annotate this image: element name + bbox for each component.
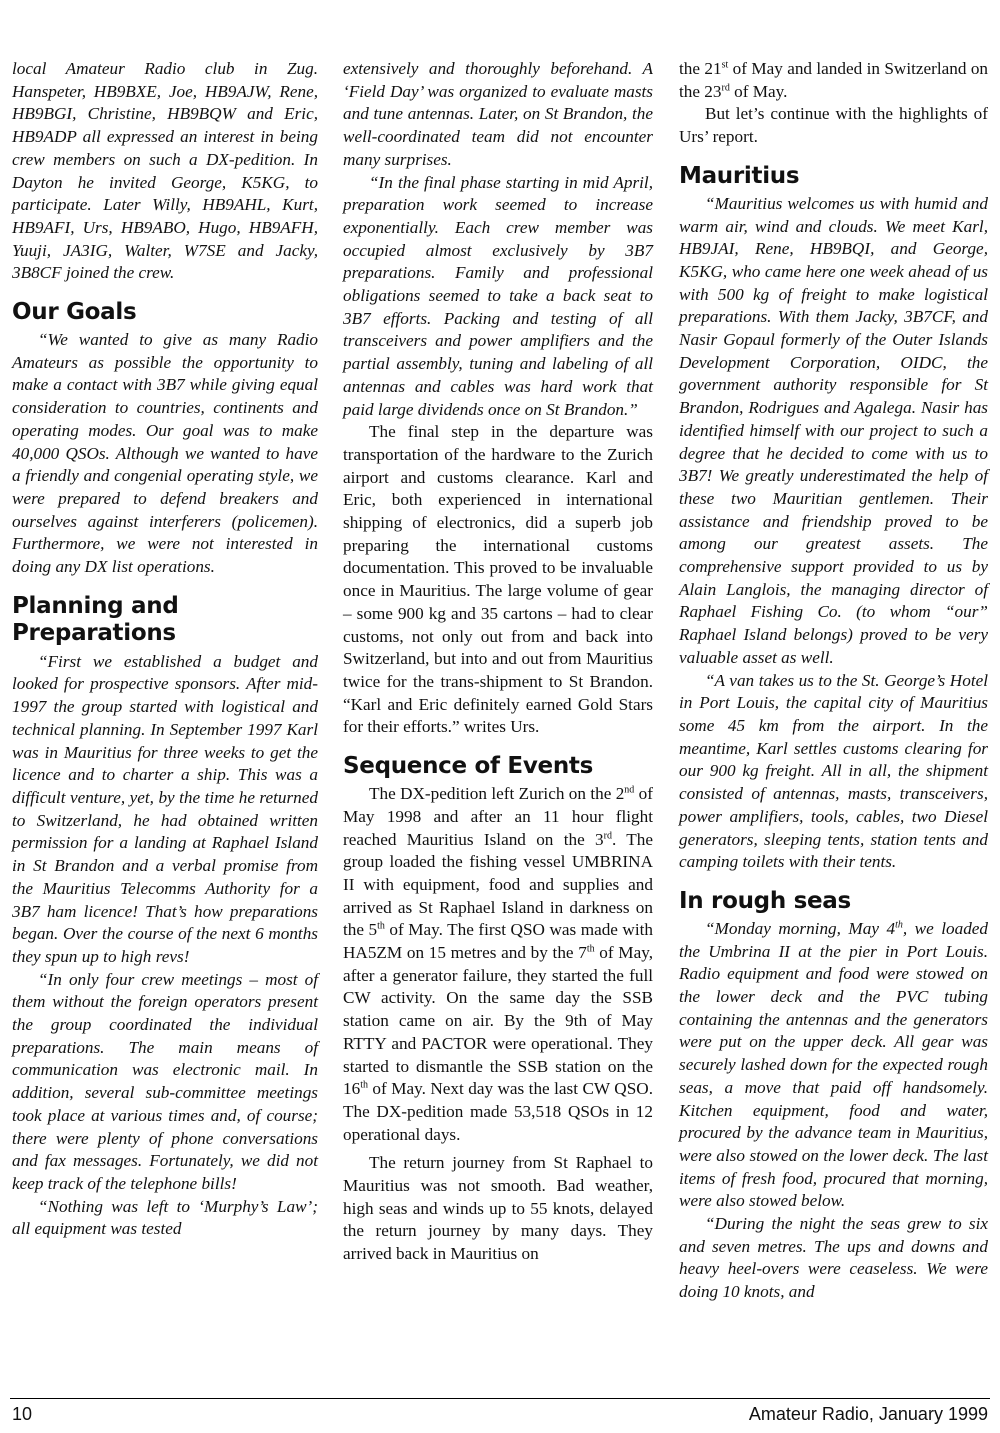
footer-rule <box>10 1398 990 1399</box>
paragraph-goals: “We wanted to give as many Radio Amateurs as possible the opportunity to make a contact with 3B7 while giving equal consideration to countries, continents and operating modes. Our goal was to make 40,000 QSOs. Although we wanted to have a friendly and congenial operating style, we were prepared to defend breakers and ourselves against interferers (policemen). Furthermore, we were not interested in doing any DX list operations. <box>12 330 318 577</box>
paragraph-testing-continued: extensively and thoroughly beforehand. A ‘Field Day’ was organized to evaluate masts and tune antennas. Later, on St Brandon, the well-coordinated team did not encounter many surprises. <box>343 59 653 169</box>
paragraph-final-phase: “In the final phase starting in mid April, preparation work seemed to increase exponentially. Each crew member was occupied almost exclusively by 3B7 preparations. Family and professional obligations seemed to take a back seat to 3B7 efforts. Packing and testing of all transceivers and power amplifiers and the partial assembly, tuning and labeling of all antennas and cables was hard work that paid large dividends once on St Brandon.” <box>343 172 653 419</box>
paragraph-rough-seas-1: “Monday morning, May 4th, we loaded the Umbrina II at the pier in Port Louis. Radio equipment and food were stowed on the lower deck and the PVC tubing containing the antennas and the generators were put on the upper deck. All gear was securely lashed down for the expected rough seas, a move that paid off handsomely. Kitchen equipment, food and water, procured by the advance team in Mauritius, were also stowed on the lower deck. The last items of fresh food, procured that morning, were also stowed below. <box>679 918 989 1211</box>
paragraph-return-journey: The return journey from St Raphael to Mauritius was not smooth. Bad weather, high seas and winds up to 55 knots, delayed the return journey by many days. They arrived back in Mauritius on <box>343 1153 653 1264</box>
paragraph-final-step: The final step in the departure was transportation of the hardware to the Zurich airport and customs clearance. Karl and Eric, both experienced in international shipping of electronics, did a superb job preparing the international customs documentation. This proved to be invaluable once in Mauritius. The large volume of gear – some 900 kg and 35 cartons – had to clear customs, not only out from and back into Switzerland, but into and out from Mauritius twice for the trans-shipment to St Brandon. “Karl and Eric definitely earned Gold Stars for their efforts.” writes Urs. <box>343 422 653 737</box>
column-3 <box>679 58 988 1304</box>
heading-in-rough-seas: In rough seas <box>679 887 851 914</box>
paragraph-planning-3: “Nothing was left to ‘Murphy’s Law’; all equipment was tested <box>12 1196 318 1239</box>
heading-our-goals: Our Goals <box>12 299 137 326</box>
column-2 <box>343 58 653 1266</box>
paragraph-return-continued: the 21st of May and landed in Switzerland on the 23rd of May. <box>679 59 989 101</box>
paragraph-planning-1: “First we established a budget and looked for prospective sponsors. After mid-1997 the group started with logistical and technical planning. In September 1997 Karl was in Mauritius for three weeks to get the licence and to charter a ship. This was a difficult venture, yet, by the time he returned to Switzerland, he had obtained written permission for a landing at Raphael Island in St Brandon and a verbal promise from the Mauritius Telecomms Authority for a 3B7 ham licence! That’s how preparations began. Over the course of the next 6 months they spun up to high revs! <box>12 651 318 966</box>
heading-sequence-of-events: Sequence of Events <box>343 753 593 780</box>
paragraph-mauritius-1: “Mauritius welcomes us with humid and warm air, wind and clouds. We meet Karl, HB9JAI, Rene, HB9BQI, and George, K5KG, who came here one week ahead of us with 500 kg of freight to make logistical preparations. With them Jacky, 3B7CF, and Nasir Gopaul formerly of the Outer Islands Development Corporation, OIDC, the government authority responsible for St Brandon, Rodrigues and Agalega. Nasir has identified himself with our project to such a degree that he decided to come with us to 3B7! We greatly underestimated the help of these two Mauritian gentlemen. Their assistance and friendship proved to be among our greatest assets. The comprehensive support provided to us by Alain Langlois, the managing director of Raphael Fishing Co. (to whom “our” Raphael Island belongs) proved to be very valuable asset as well. <box>679 193 988 667</box>
paragraph-rough-seas-2: “During the night the seas grew to six and seven metres. The ups and downs and heavy heel-overs were ceaseless. We were doing 10 knots, and <box>679 1214 988 1302</box>
page-number: 10 <box>12 1404 33 1424</box>
paragraph-intro-continued: local Amateur Radio club in Zug. Hanspeter, HB9BXE, Joe, HB9AJW, Rene, HB9BGI, Christine, HB9BQW and Eric, HB9ADP all expressed an interest in being crew members on such a DX-pedition. In Dayton he invited George, K5KG, to participate. Later Willy, HB9AHL, Kurt, HB9AFI, Urs, HB9ABO, Hugo, HB9AFH, Yuuji, JA3IG, Walter, W7SE and Jacky, 3B8CF joined the crew. <box>12 59 318 283</box>
publication-info: Amateur Radio, January 1999 <box>748 1404 988 1424</box>
heading-planning-preparations: Planning and Preparations <box>12 592 179 646</box>
paragraph-mauritius-2: “A van takes us to the St. George’s Hotel in Port Louis, the capital city of Mauritius some 45 km from the airport. In the meantime, Karl settles customs clearing for our 900 kg freight. All in all, the shipment consisted of antennas, masts, transceivers, power amplifiers, tools, cables, two Diesel generators, sleeping tents, station tents and camping toilets with their tents. <box>679 670 988 872</box>
heading-mauritius: Mauritius <box>679 162 800 189</box>
paragraph-highlights: But let’s continue with the highlights of Urs’ report. <box>679 104 988 147</box>
column-1 <box>12 58 318 1241</box>
paragraph-planning-2: “In only four crew meetings – most of them without the foreign operators present the group coordinated the individual preparations. The main means of communication was electronic mail. In addition, several sub-committee meetings took place at various times and, of course; there were plenty of phone conversations and fax messages. Fortunately, we did not keep track of the telephone bills! <box>12 969 318 1193</box>
paragraph-sequence: The DX-pedition left Zurich on the 2nd of May 1998 and after an 11 hour flight reached Mauritius Island on the 3rd. The group loaded the fishing vessel UMBRINA II with equipment, food and supplies and arrived as St Raphael Island in darkness on the 5th of May. The first QSO was made with HA5ZM on 15 metres and by the 7th of May, after a generator failure, they started the full CW activity. On the same day the SSB station came on air. By the 9th of May RTTY and PACTOR were operational. They started to dismantle the SSB station on the 16th of May. Next day was the last CW QSO. The DX-pedition made 53,518 QSOs in 12 operational days. <box>343 784 653 1144</box>
